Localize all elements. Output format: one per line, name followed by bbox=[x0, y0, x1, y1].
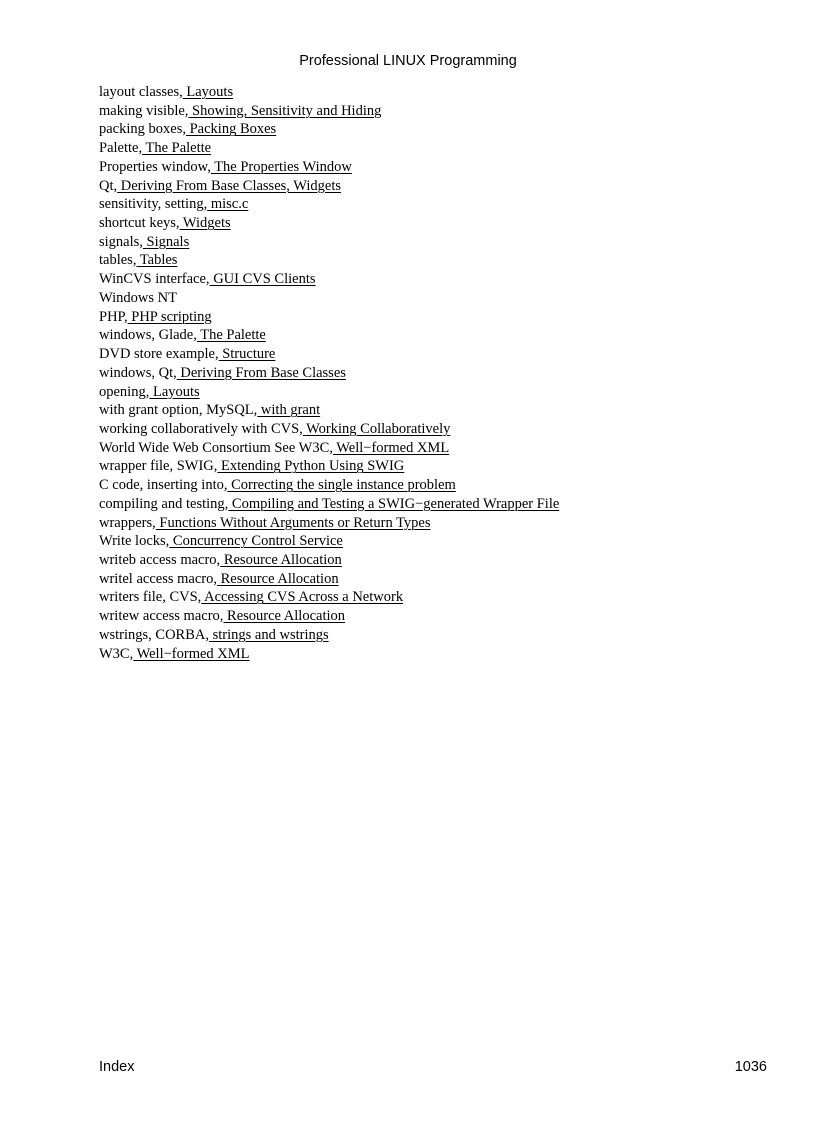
index-term: W3C, bbox=[99, 645, 134, 662]
index-link[interactable]: Layouts bbox=[182, 84, 234, 100]
index-term: opening, bbox=[99, 383, 150, 400]
index-entry bbox=[99, 532, 799, 551]
index-entry bbox=[99, 83, 799, 102]
index-entry bbox=[99, 233, 799, 252]
index-link[interactable]: Correcting the single instance problem bbox=[227, 477, 456, 494]
index-term: compiling and testing, bbox=[99, 495, 229, 512]
index-term: World Wide Web Consortium See W3C, bbox=[99, 439, 333, 456]
index-entry bbox=[99, 345, 799, 364]
index-entry bbox=[99, 139, 799, 158]
index-term: WinCVS interface, bbox=[99, 271, 210, 288]
index-link[interactable]: Resource Allocation bbox=[220, 551, 342, 568]
index-term: Qt, bbox=[99, 177, 118, 194]
index-link[interactable]: The Palette bbox=[142, 140, 212, 157]
index-term: signals, bbox=[99, 233, 143, 250]
index-link[interactable]: Tables bbox=[136, 252, 178, 269]
index-term: working collaboratively with CVS, bbox=[99, 420, 303, 437]
index-entry bbox=[99, 401, 799, 420]
index-link[interactable]: Layouts bbox=[149, 383, 200, 400]
index-entry bbox=[99, 158, 799, 177]
index-entry bbox=[99, 457, 799, 476]
index-link[interactable]: Well−formed XML bbox=[332, 439, 450, 456]
index-term: windows, Qt, bbox=[99, 364, 177, 381]
index-entry bbox=[99, 607, 799, 626]
index-link[interactable]: PHP scripting bbox=[127, 308, 212, 325]
index-term: wstrings, CORBA, bbox=[99, 626, 209, 643]
index-link[interactable]: Concurrency Control Service bbox=[169, 533, 343, 550]
index-term: writeb access macro, bbox=[99, 551, 221, 568]
index-term: with grant option, MySQL, bbox=[99, 402, 258, 419]
index-link[interactable]: Deriving From Base Classes, Widgets bbox=[117, 177, 342, 194]
index-link[interactable]: Resource Allocation bbox=[216, 570, 339, 587]
index-link[interactable]: Packing Boxes bbox=[185, 121, 277, 138]
index-entry bbox=[99, 102, 799, 121]
index-entry bbox=[99, 270, 799, 289]
index-link[interactable]: Showing, Sensitivity and Hiding bbox=[188, 102, 382, 119]
index-entry bbox=[99, 364, 799, 383]
index-term: DVD store example, bbox=[99, 346, 219, 363]
index-entry bbox=[99, 514, 799, 533]
index-term: wrappers, bbox=[99, 514, 156, 531]
index-term: packing boxes, bbox=[99, 121, 186, 138]
index-link[interactable]: strings and wstrings bbox=[208, 626, 329, 643]
index-entry bbox=[99, 120, 799, 139]
index-link[interactable]: Well−formed XML bbox=[133, 645, 250, 662]
index-entry bbox=[99, 626, 799, 645]
index-term: Properties window, bbox=[99, 158, 211, 175]
index-link[interactable]: The Properties Window bbox=[210, 158, 352, 175]
index-entry bbox=[99, 326, 799, 345]
index-term: PHP, bbox=[99, 308, 128, 325]
index-link[interactable]: Compiling and Testing a SWIG−generated Wrapper File bbox=[228, 495, 560, 512]
index-link[interactable]: Working Collaboratively bbox=[302, 420, 451, 437]
index-entry bbox=[99, 214, 799, 233]
index-entry bbox=[99, 177, 799, 196]
index-term: tables, bbox=[99, 252, 137, 269]
index-entry bbox=[99, 420, 799, 439]
index-term: writel access macro, bbox=[99, 570, 217, 587]
index-term: C code, inserting into, bbox=[99, 477, 228, 494]
index-term: writers file, CVS, bbox=[99, 589, 202, 606]
index-term: Write locks, bbox=[99, 533, 170, 550]
index-link[interactable]: Deriving From Base Classes bbox=[176, 364, 346, 381]
footer-section: Index bbox=[99, 1059, 135, 1075]
index-entry bbox=[99, 476, 799, 495]
index-link[interactable]: misc.c bbox=[207, 196, 249, 213]
index-entry bbox=[99, 588, 799, 607]
index-entry bbox=[99, 495, 799, 514]
index-link[interactable]: Structure bbox=[218, 346, 276, 363]
index-link[interactable]: Resource Allocation bbox=[223, 608, 346, 625]
index-link[interactable]: with grant bbox=[257, 402, 321, 419]
index-link[interactable]: Widgets bbox=[179, 215, 231, 232]
index-entry bbox=[99, 308, 799, 327]
index-link[interactable]: The Palette bbox=[196, 327, 266, 344]
index-link[interactable]: Signals bbox=[142, 233, 190, 250]
index-term: sensitivity, setting, bbox=[99, 196, 208, 213]
index-link[interactable]: Extending Python Using SWIG bbox=[217, 458, 405, 475]
index-entry bbox=[99, 251, 799, 270]
index-entry bbox=[99, 195, 799, 214]
index-entry bbox=[99, 645, 799, 664]
page-number: 1036 bbox=[734, 1059, 767, 1075]
index-entry bbox=[99, 383, 799, 402]
index-entry bbox=[99, 570, 799, 589]
index-entry bbox=[99, 439, 799, 458]
index-term: Windows NT bbox=[99, 289, 177, 306]
index-term: making visible, bbox=[99, 102, 189, 119]
index-term: shortcut keys, bbox=[99, 215, 180, 232]
index-entry bbox=[99, 289, 799, 308]
index-link[interactable]: Functions Without Arguments or Return Types bbox=[155, 514, 431, 531]
index-term: windows, Glade, bbox=[99, 327, 197, 344]
index-link[interactable]: GUI CVS Clients bbox=[209, 271, 316, 288]
index-term: wrapper file, SWIG, bbox=[99, 458, 218, 475]
index-term: writew access macro, bbox=[99, 608, 224, 625]
index-entries bbox=[99, 83, 799, 663]
index-term: Palette, bbox=[99, 140, 143, 157]
index-term: layout classes, bbox=[99, 84, 183, 100]
page-header: Professional LINUX Programming bbox=[299, 53, 517, 69]
index-link[interactable]: Accessing CVS Across a Network bbox=[201, 589, 404, 606]
index-entry bbox=[99, 551, 799, 570]
